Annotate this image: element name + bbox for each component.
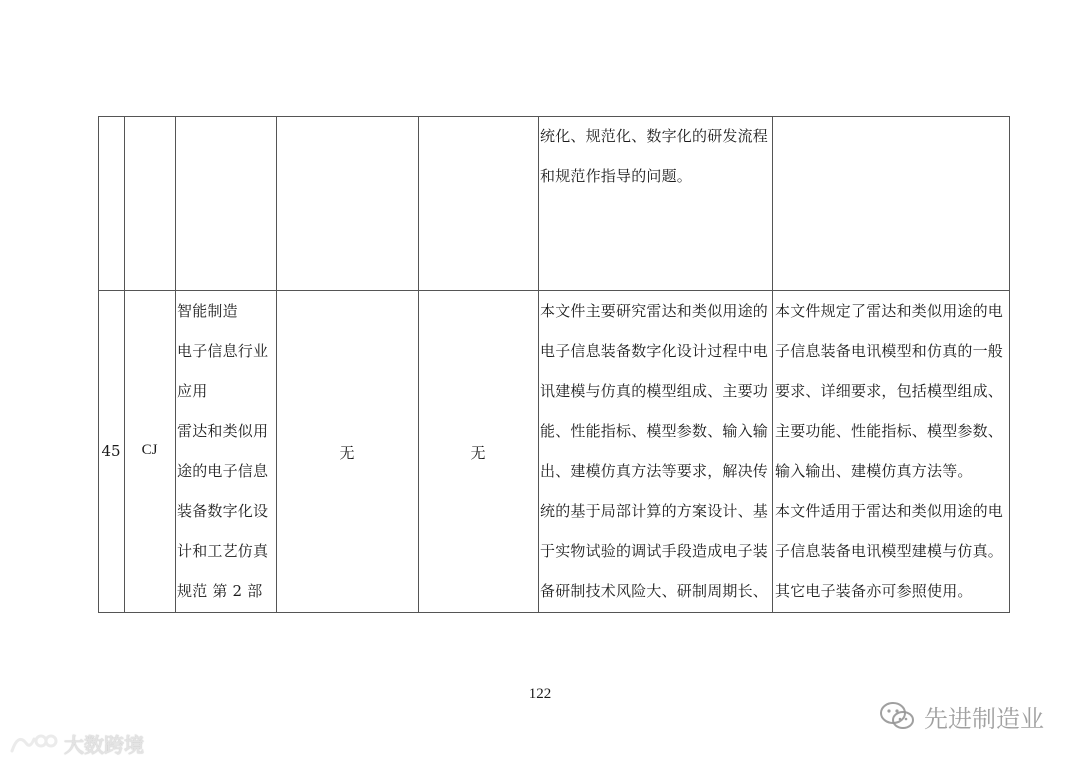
watermark-wechat: [878, 699, 1044, 733]
cell-line: 本文件主要研究雷达和类似用途的: [540, 302, 769, 320]
cell-line: 本文件规定了雷达和类似用途的电: [775, 302, 1004, 320]
column-divider: [276, 116, 277, 613]
cell-line: 备研制技术风险大、研制周期长、: [540, 582, 769, 600]
cell-line: 智能制造: [177, 302, 238, 320]
cell-line: 要求、详细要求，包括模型组成、: [775, 382, 1004, 400]
cell-line: 和规范作指导的问题。: [540, 167, 693, 185]
column-divider: [175, 116, 176, 613]
cell-line: 输入输出、建模仿真方法等。: [775, 462, 973, 480]
cell-line: 主要功能、性能指标、模型参数、: [775, 422, 1004, 440]
cell-line: 其它电子装备亦可参照使用。: [775, 582, 973, 600]
row-number-cell: 45: [101, 442, 121, 460]
cell-line: 雷达和类似用: [177, 422, 269, 440]
cell-line: 规范 第 2 部: [177, 582, 263, 600]
table-border-bottom: [98, 612, 1010, 613]
column-divider: [98, 116, 99, 613]
watermark-brand: [8, 728, 144, 758]
cell-line: 电子信息装备数字化设计过程中电: [540, 342, 769, 360]
column-5-cell: 无: [470, 444, 486, 462]
cell-line: 子信息装备电讯模型和仿真的一般: [775, 342, 1004, 360]
scope-cell: [775, 291, 1003, 611]
watermark-text: 先进制造业: [924, 704, 1044, 733]
watermark-text: 大数跨境: [64, 732, 144, 757]
standards-table: [98, 116, 1010, 613]
cell-line: 计和工艺仿真: [177, 542, 269, 560]
standard-title-cell: [177, 291, 268, 611]
column-divider: [418, 116, 419, 613]
cell-line: 讯建模与仿真的模型组成、主要功: [540, 382, 769, 400]
column-4-cell: 无: [339, 444, 355, 462]
cell-line: 途的电子信息: [177, 462, 269, 480]
column-divider: [538, 116, 539, 613]
cell-line: 电子信息行业: [177, 342, 269, 360]
cell-line: 统的基于局部计算的方案设计、基: [540, 502, 769, 520]
cell-line: 统化、规范化、数字化的研发流程: [540, 127, 769, 145]
research-content-cell: [540, 291, 768, 611]
cell-line: 装备数字化设: [177, 502, 269, 520]
brand-logo-icon: [8, 729, 58, 757]
cell-line: 应用: [177, 382, 208, 400]
cell-line: 子信息装备电讯模型建模与仿真。: [775, 542, 1004, 560]
column-divider: [124, 116, 125, 613]
page-number: 122: [528, 686, 552, 702]
column-divider: [1009, 116, 1010, 613]
cell-line: 能、性能指标、模型参数、输入输: [540, 422, 769, 440]
cell-line: 本文件适用于雷达和类似用途的电: [775, 502, 1004, 520]
continued-scope-cell: [540, 116, 768, 196]
cell-line: 于实物试验的调试手段造成电子装: [540, 542, 769, 560]
code-cell: CJ: [141, 442, 158, 458]
cell-line: 出、建模仿真方法等要求，解决传: [540, 462, 769, 480]
column-divider: [772, 116, 773, 613]
wechat-icon: [878, 699, 916, 733]
